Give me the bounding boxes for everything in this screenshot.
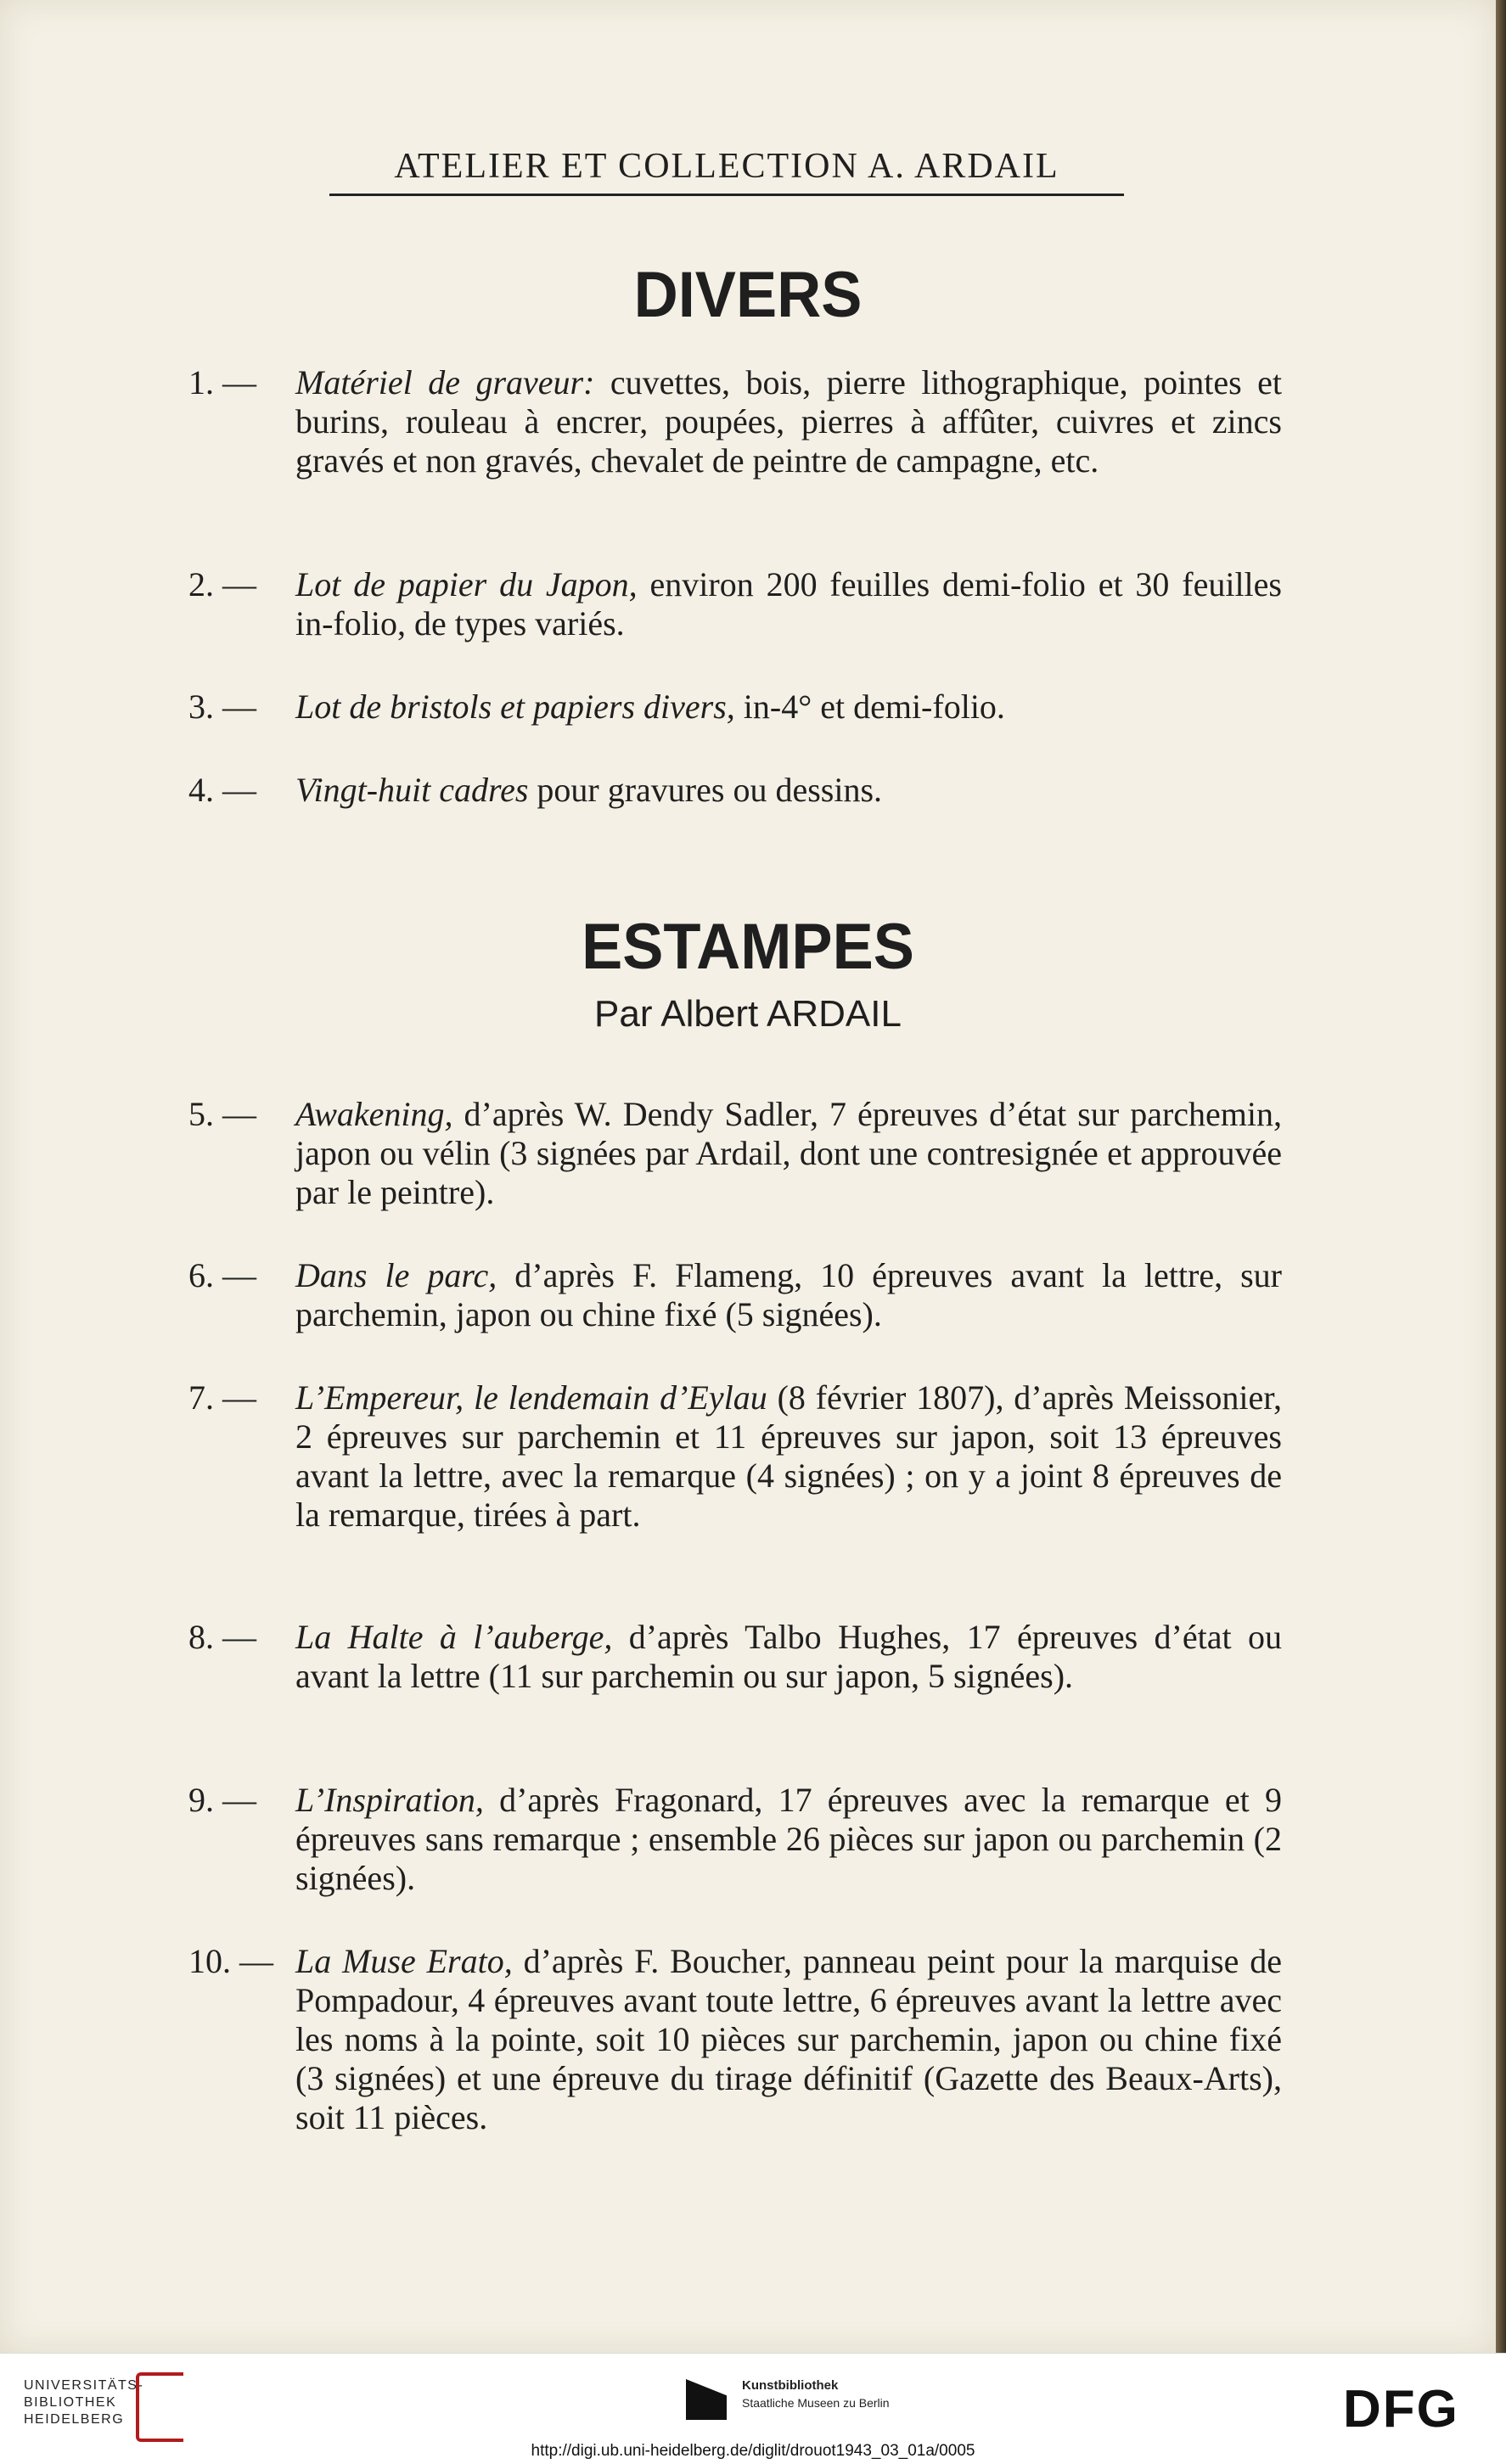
entry-text (295, 1256, 1282, 1334)
book-spine-shadow (1496, 0, 1506, 2353)
entry-number: 8. — (188, 1618, 256, 1656)
entry-text (295, 1618, 1282, 1696)
kunstbibliothek-logo-icon (686, 2379, 727, 2420)
source-url-link[interactable]: http://digi.ub.uni-heidelberg.de/diglit/drouot1943_03_01a/0005 (531, 2442, 975, 2460)
heidelberg-mark-icon (136, 2372, 183, 2442)
entry-description: d’après Fragonard, 17 épreuves avec la remarque et 9 épreuves sans remarque ; ensemble 26 pièces sur japon ou parchemin (2 signées). (295, 1781, 1282, 1897)
entry-title: Matériel de graveur: (295, 363, 595, 401)
entry-number: 2. — (188, 565, 256, 603)
entry-description: d’après W. Dendy Sadler, 7 épreuves d’état sur parchemin, japon ou vélin (3 signées par Ardail, dont une contresignée et approuvée par le peintre). (295, 1095, 1282, 1211)
entry-title: Lot de bristols et papiers divers, (295, 688, 735, 726)
entry-description: environ 200 feuilles demi-folio et 30 feuilles in-folio, de types variés. (295, 565, 1282, 643)
university-library-logo: UNIVERSITÄTS- BIBLIOTHEK HEIDELBERG (24, 2378, 144, 2427)
entry-text (295, 1942, 1282, 2137)
entry-title: Vingt-huit cadres (295, 771, 529, 809)
entry-description: d’après F. Boucher, panneau peint pour la marquise de Pompadour, 4 épreuves avant toute lettre, 6 épreuves avant la lettre avec les noms à la pointe, soit 10 pièces sur parchemin, japon ou chine fixé (3 signées) et une épreuve du tirage définitif (Gazette des Beaux-Arts), soit 11 pièces. (295, 1942, 1283, 2136)
catalog-entry (188, 688, 1282, 727)
entry-text (295, 1095, 1282, 1212)
entry-description: d’après Talbo Hughes, 17 épreuves d’état ou avant la lettre (11 sur parchemin ou sur japon, 5 signées). (295, 1618, 1282, 1695)
entry-title: L’Empereur, le lendemain d’Eylau (295, 1378, 767, 1417)
running-head: ATELIER ET COLLECTION A. ARDAIL (329, 146, 1124, 196)
entry-text (295, 771, 1282, 810)
entry-title: La Muse Erato, (295, 1942, 513, 1980)
entry-description: d’après F. Flameng, 10 épreuves avant la lettre, sur parchemin, japon ou chine fixé (5 signées). (295, 1256, 1282, 1333)
catalog-entry (188, 565, 1282, 643)
entry-title: Lot de papier du Japon, (295, 565, 638, 603)
entry-title: Dans le parc, (295, 1256, 497, 1294)
catalog-entry (188, 1618, 1282, 1696)
entry-number: 7. — (188, 1378, 256, 1417)
entry-number: 5. — (188, 1095, 256, 1133)
catalog-entry (188, 1095, 1282, 1212)
entry-number: 10. — (188, 1942, 273, 1980)
kunstbibliothek-label: Kunstbibliothek Staatliche Museen zu Berlin (742, 2378, 890, 2410)
entry-description: in-4° et demi-folio. (734, 688, 1005, 726)
catalog-entry (188, 1378, 1282, 1535)
catalog-entry (188, 1781, 1282, 1898)
entry-number: 4. — (188, 771, 256, 809)
entry-title: La Halte à l’auberge, (295, 1618, 613, 1656)
entry-number: 3. — (188, 688, 256, 726)
section-title-estampes: ESTAMPES (582, 911, 914, 983)
entry-number: 6. — (188, 1256, 256, 1294)
catalog-entry (188, 1256, 1282, 1334)
entry-description: pour gravures ou dessins. (528, 771, 883, 809)
entry-text (295, 1378, 1282, 1535)
entry-title: L’Inspiration, (295, 1781, 484, 1819)
entry-description: (8 février 1807), d’après Meissonier, 2 épreuves sur parchemin et 11 épreuves sur japon, soit 13 épreuves avant la lettre, avec la remarque (4 signées) ; on y a joint 8 épreuves de la remarque, tirées à part. (295, 1378, 1283, 1534)
section-subtitle: Par Albert ARDAIL (594, 993, 902, 1035)
entry-text (295, 688, 1282, 727)
digitization-footer (0, 2353, 1506, 2464)
entry-number: 1. — (188, 363, 256, 401)
entry-title: Awakening, (295, 1095, 453, 1133)
entry-description: cuvettes, bois, pierre lithographique, pointes et burins, rouleau à encrer, poupées, pierres à affûter, cuivres et zincs gravés et non gravés, chevalet de peintre de campagne, etc. (295, 363, 1282, 480)
entry-text (295, 565, 1282, 643)
catalog-entry (188, 1942, 1282, 2137)
entry-number: 9. — (188, 1781, 256, 1819)
catalog-entry (188, 363, 1282, 480)
dfg-logo: DFG (1343, 2380, 1459, 2439)
section-title-divers: DIVERS (633, 259, 863, 331)
catalog-entry (188, 771, 1282, 810)
entry-text (295, 363, 1282, 480)
entry-text (295, 1781, 1282, 1898)
